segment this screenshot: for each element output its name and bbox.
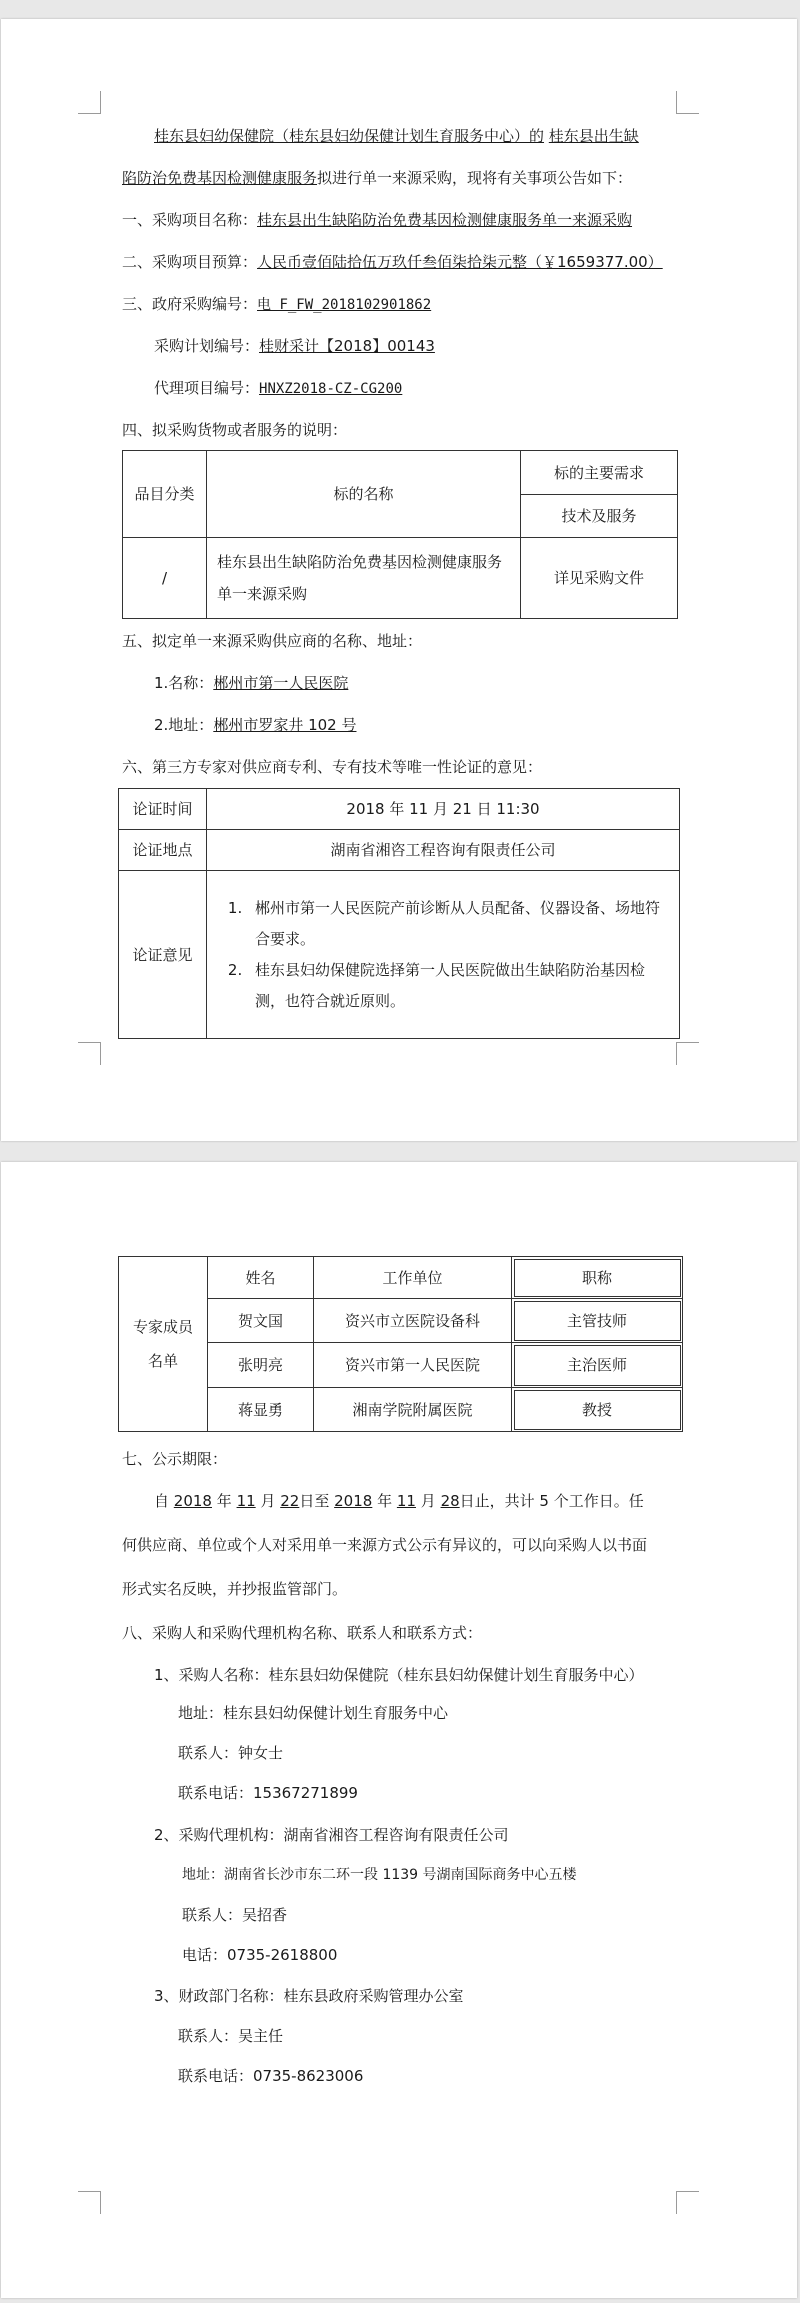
header-unit: 工作单位 xyxy=(314,1257,512,1299)
crop-mark xyxy=(676,1042,699,1065)
crop-mark xyxy=(676,91,699,114)
period-text: 年 xyxy=(377,1492,393,1510)
place-value: 湖南省湘咨工程咨询有限责任公司 xyxy=(207,830,680,871)
period-text: 月 xyxy=(420,1492,436,1510)
period-start-day: 22 xyxy=(280,1492,300,1510)
section-2-value: 人民币壹佰陆拾伍万玖仟叁佰柒拾柒元整（￥1659377.00） xyxy=(257,253,663,271)
expert-name: 张明亮 xyxy=(208,1343,314,1388)
period-end-day: 28 xyxy=(440,1492,460,1510)
plan-number-label: 采购计划编号： xyxy=(154,337,260,355)
supplier-address-label: 2.地址： xyxy=(154,716,214,734)
expert-unit: 资兴市立医院设备科 xyxy=(314,1299,512,1343)
buyer-name: 1、采购人名称：桂东县妇幼保健院（桂东县妇幼保健计划生育服务中心） xyxy=(154,1666,644,1684)
section-4-label: 四、拟采购货物或者服务的说明： xyxy=(122,421,348,439)
section-1-value: 桂东县出生缺陷防治免费基因检测健康服务单一来源采购 xyxy=(257,211,633,229)
expert-unit: 资兴市第一人民医院 xyxy=(314,1343,512,1388)
period-text: 年 xyxy=(216,1492,232,1510)
buyer-phone: 联系电话：15367271899 xyxy=(178,1784,358,1802)
buyer-contact: 联系人：钟女士 xyxy=(178,1744,284,1762)
opinion-item: 2. 桂东县妇幼保健院选择第一人民医院做出生缺陷防治基因检测，也符合就近原则。 xyxy=(247,955,665,1017)
section-3-value: 电 F_FW_2018102901862 xyxy=(257,297,432,313)
intro-text: 拟进行单一来源采购，现将有关事项公告如下： xyxy=(317,169,633,187)
period-text: 月 xyxy=(260,1492,276,1510)
agent-number-label: 代理项目编号： xyxy=(154,379,260,397)
document-page-1 xyxy=(1,19,797,1141)
section-2-label: 二、采购项目预算： xyxy=(122,253,258,271)
period-line-3: 形式实名反映，并抄报监管部门。 xyxy=(122,1580,348,1598)
expert-name: 蒋显勇 xyxy=(208,1388,314,1432)
supplier-name-label: 1.名称： xyxy=(154,674,214,692)
cell-item-name: 桂东县出生缺陷防治免费基因检测健康服务单一来源采购 xyxy=(207,538,521,619)
time-label: 论证时间 xyxy=(119,789,207,830)
cell-category: / xyxy=(123,538,207,619)
supplier-name xyxy=(154,673,348,693)
experts-table xyxy=(118,1256,683,1432)
period-text: 自 xyxy=(154,1492,170,1510)
period-end-month: 11 xyxy=(396,1492,416,1510)
period-end-year: 2018 xyxy=(334,1492,373,1510)
agent-number xyxy=(154,378,402,399)
place-label: 论证地点 xyxy=(119,830,207,871)
expert-unit: 湘南学院附属医院 xyxy=(314,1388,512,1432)
crop-mark xyxy=(78,91,101,114)
experts-group-label-line: 名单 xyxy=(147,1352,178,1370)
time-value: 2018 年 11 月 21 日 11:30 xyxy=(207,789,680,830)
section-6-label: 六、第三方专家对供应商专利、专有技术等唯一性论证的意见： xyxy=(122,758,543,776)
plan-number xyxy=(154,336,435,356)
intro-line-1 xyxy=(154,126,639,146)
opinion-label: 论证意见 xyxy=(119,871,207,1039)
period-text: 日至 xyxy=(299,1492,330,1510)
header-main-requirement: 标的主要需求 xyxy=(521,451,678,495)
crop-mark xyxy=(78,2191,101,2214)
section-2 xyxy=(122,252,663,272)
finance-phone: 联系电话：0735-8623006 xyxy=(178,2067,364,2085)
plan-number-value: 桂财采计【2018】00143 xyxy=(259,337,435,355)
project-name-underlined: 陷防治免费基因检测健康服务 xyxy=(122,169,318,187)
period-text: 日止，共计 5 个工作日。任 xyxy=(459,1492,644,1510)
section-3-label: 三、政府采购编号： xyxy=(122,295,258,313)
period-start-year: 2018 xyxy=(173,1492,212,1510)
section-1-label: 一、采购项目名称： xyxy=(122,211,258,229)
section-5-label: 五、拟定单一来源采购供应商的名称、地址： xyxy=(122,632,423,650)
header-title: 职称 xyxy=(512,1257,683,1299)
document-page-2 xyxy=(1,1162,797,2298)
goods-table xyxy=(122,450,678,619)
finance-contact: 联系人：吴主任 xyxy=(178,2027,284,2045)
section-7-label: 七、公示期限： xyxy=(122,1450,228,1468)
header-tech-service: 技术及服务 xyxy=(521,495,678,538)
section-3 xyxy=(122,294,431,315)
intro-line-2 xyxy=(122,168,632,188)
agent-number-value: HNXZ2018-CZ-CG200 xyxy=(259,381,403,397)
supplier-address xyxy=(154,715,356,735)
period-line-2: 何供应商、单位或个人对采用单一来源方式公示有异议的，可以向采购人以书面 xyxy=(122,1536,648,1554)
expert-title: 教授 xyxy=(512,1388,683,1432)
agency-phone: 电话：0735-2618800 xyxy=(182,1946,338,1964)
header-category: 品目分类 xyxy=(123,451,207,538)
project-name-underlined: 桂东县出生缺 xyxy=(548,127,639,145)
opinion-item: 1. 郴州市第一人民医院产前诊断从人员配备、仪器设备、场地符合要求。 xyxy=(247,893,665,955)
agency-address: 地址：湖南省长沙市东二环一段 1139 号湖南国际商务中心五楼 xyxy=(182,1867,577,1883)
section-8-label: 八、采购人和采购代理机构名称、联系人和联系方式： xyxy=(122,1624,483,1642)
crop-mark xyxy=(78,1042,101,1065)
header-item-name: 标的名称 xyxy=(207,451,521,538)
experts-group-label-line: 专家成员 xyxy=(132,1318,193,1336)
agency-name: 2、采购代理机构：湖南省湘咨工程咨询有限责任公司 xyxy=(154,1826,509,1844)
buyer-address: 地址：桂东县妇幼保健计划生育服务中心 xyxy=(178,1704,449,1722)
agency-contact: 联系人：吴招香 xyxy=(182,1906,288,1924)
finance-dept-name: 3、财政部门名称：桂东县政府采购管理办公室 xyxy=(154,1987,464,2005)
opinion-list xyxy=(217,893,665,1017)
period-start-month: 11 xyxy=(236,1492,256,1510)
supplier-address-value: 郴州市罗家井 102 号 xyxy=(213,716,357,734)
header-name: 姓名 xyxy=(208,1257,314,1299)
section-1 xyxy=(122,210,632,230)
cell-requirement: 详见采购文件 xyxy=(521,538,678,619)
opinion-content xyxy=(207,871,680,1039)
supplier-name-value: 郴州市第一人民医院 xyxy=(213,674,349,692)
period-line-1 xyxy=(154,1491,644,1511)
opinion-table xyxy=(118,788,680,1039)
expert-name: 贺文国 xyxy=(208,1299,314,1343)
buyer-name-underlined: 桂东县妇幼保健院（桂东县妇幼保健计划生育服务中心）的 xyxy=(154,127,545,145)
expert-title: 主治医师 xyxy=(512,1343,683,1388)
crop-mark xyxy=(676,2191,699,2214)
expert-title: 主管技师 xyxy=(512,1299,683,1343)
experts-group-label xyxy=(119,1257,208,1432)
